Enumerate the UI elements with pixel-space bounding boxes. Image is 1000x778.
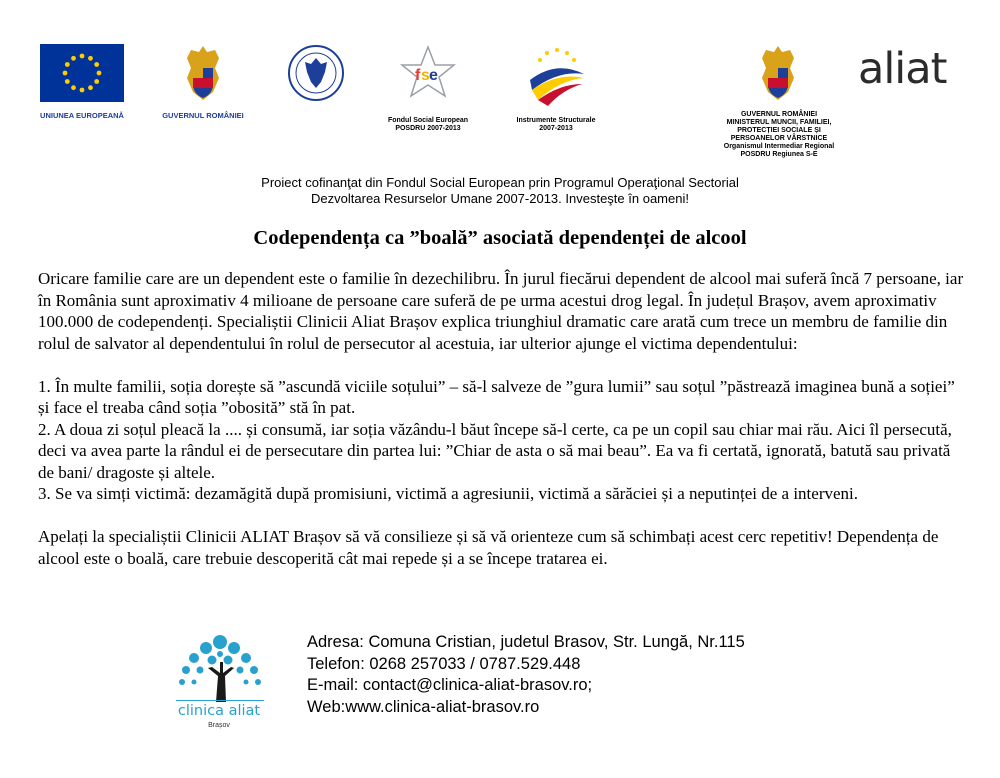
numbered-points-paragraph: 1. În multe familii, soția dorește să ”ascundă viciile soțului” – să-l salveze de ”gura lumii” sau soțul ”păstrează imaginea bună a soției” și face el treaba când soția ”obosită” stă în pat. 2. A doua zi soțul pleacă la .... și consumă, iar soția văzându-l băut începe să-l certe, ca pe un copil sau chiar mai rău. Aici îl persecută, deci va avea parte la rândul ei de persecutare din partea lui: ”Chiar de asta o să mai beau”. Ea va fi certată, ignorată, batută sau privată de bani/ dragoste și altele. 3. Se va simți victimă: dezamăgită după promisiuni, victimă a agresiunii, victimă a sărăciei și a neputinței de a interveni. [38,376,955,503]
ministry-caption: GUVERNUL ROMÂNIEI MINISTERUL MUNCII, FAMILIEI, PROTECȚIEI SOCIALE ȘI PERSOANELOR VÂRSTNICE Organismul Intermediar Regional POSDRU Regiunea S-E [723,111,835,158]
clinic-logo-name: clinica aliat [177,703,261,719]
contact-phone: Telefon: 0268 257033 / 0787.529.448 [307,654,581,673]
project-cofinancing-note: Proiect cofinanţat din Fondul Social European prin Programul Operaţional Sectorial Dezvoltarea Resurselor Umane 2007-2013. Investeşte în oameni! [261,175,739,206]
romania-coat-of-arms-icon [183,44,223,102]
svg-text:f: f [415,67,421,84]
contact-email[interactable]: E-mail: contact@clinica-aliat-brasov.ro; [307,676,593,694]
document-body [38,268,966,569]
ministry-seal-icon [287,44,345,102]
svg-text:e: e [429,67,438,84]
fse-caption: Fondul Social European POSDRU 2007-2013 [387,117,469,132]
structural-instruments-caption: Instrumente Structurale 2007-2013 [516,117,596,132]
document-title: Codependența ca ”boală” asociată dependenței de alcool [253,227,747,249]
ministry-coat-of-arms-icon [758,44,798,102]
fse-star-icon [398,44,458,102]
call-to-action-paragraph: Apelați la specialiștii Clinicii ALIAT Brașov să vă consilieze și să vă orienteze cum să schimbați acest cerc repetitiv! Dependența de alcool este o boală, care trebuie descoperită cât mai repede și a se începe tratarea ei. [38,527,939,568]
contact-website[interactable]: Web:www.clinica-aliat-brasov.ro [307,697,540,716]
clinic-tree-logo-icon [176,632,264,702]
contact-address: Adresa: Comuna Cristian, judetul Brasov, Str. Lungă, Nr.115 [307,633,745,651]
aliat-logo: aliat [858,44,947,94]
eu-caption: UNIUNEA EUROPEANĂ [40,111,124,120]
clinic-logo-city: Brașov [208,722,230,729]
intro-paragraph: Oricare familie care are un dependent este o familie în dezechilibru. În jurul fiecărui dependent de alcool mai suferă încă 7 persoane, iar în România sunt aproximativ 4 milioane de persoane care suferă de pe urma acestui drog legal. În județul Brașov, avem aproximativ 100.000 de codependenți. Specialiștii Clinicii Aliat Brașov explica triunghiul dramatic care arată cum trece un membru de familie din rolul de salvator al dependentului în rolul de persecutor al acestuia, iar ulterior ajunge el victima dependentului: [38,269,964,353]
structural-instruments-icon [524,44,590,110]
svg-text:s: s [421,67,430,84]
government-caption: GUVERNUL ROMÂNIEI [162,111,244,120]
eu-flag-icon [40,44,124,102]
contact-block [307,632,967,718]
